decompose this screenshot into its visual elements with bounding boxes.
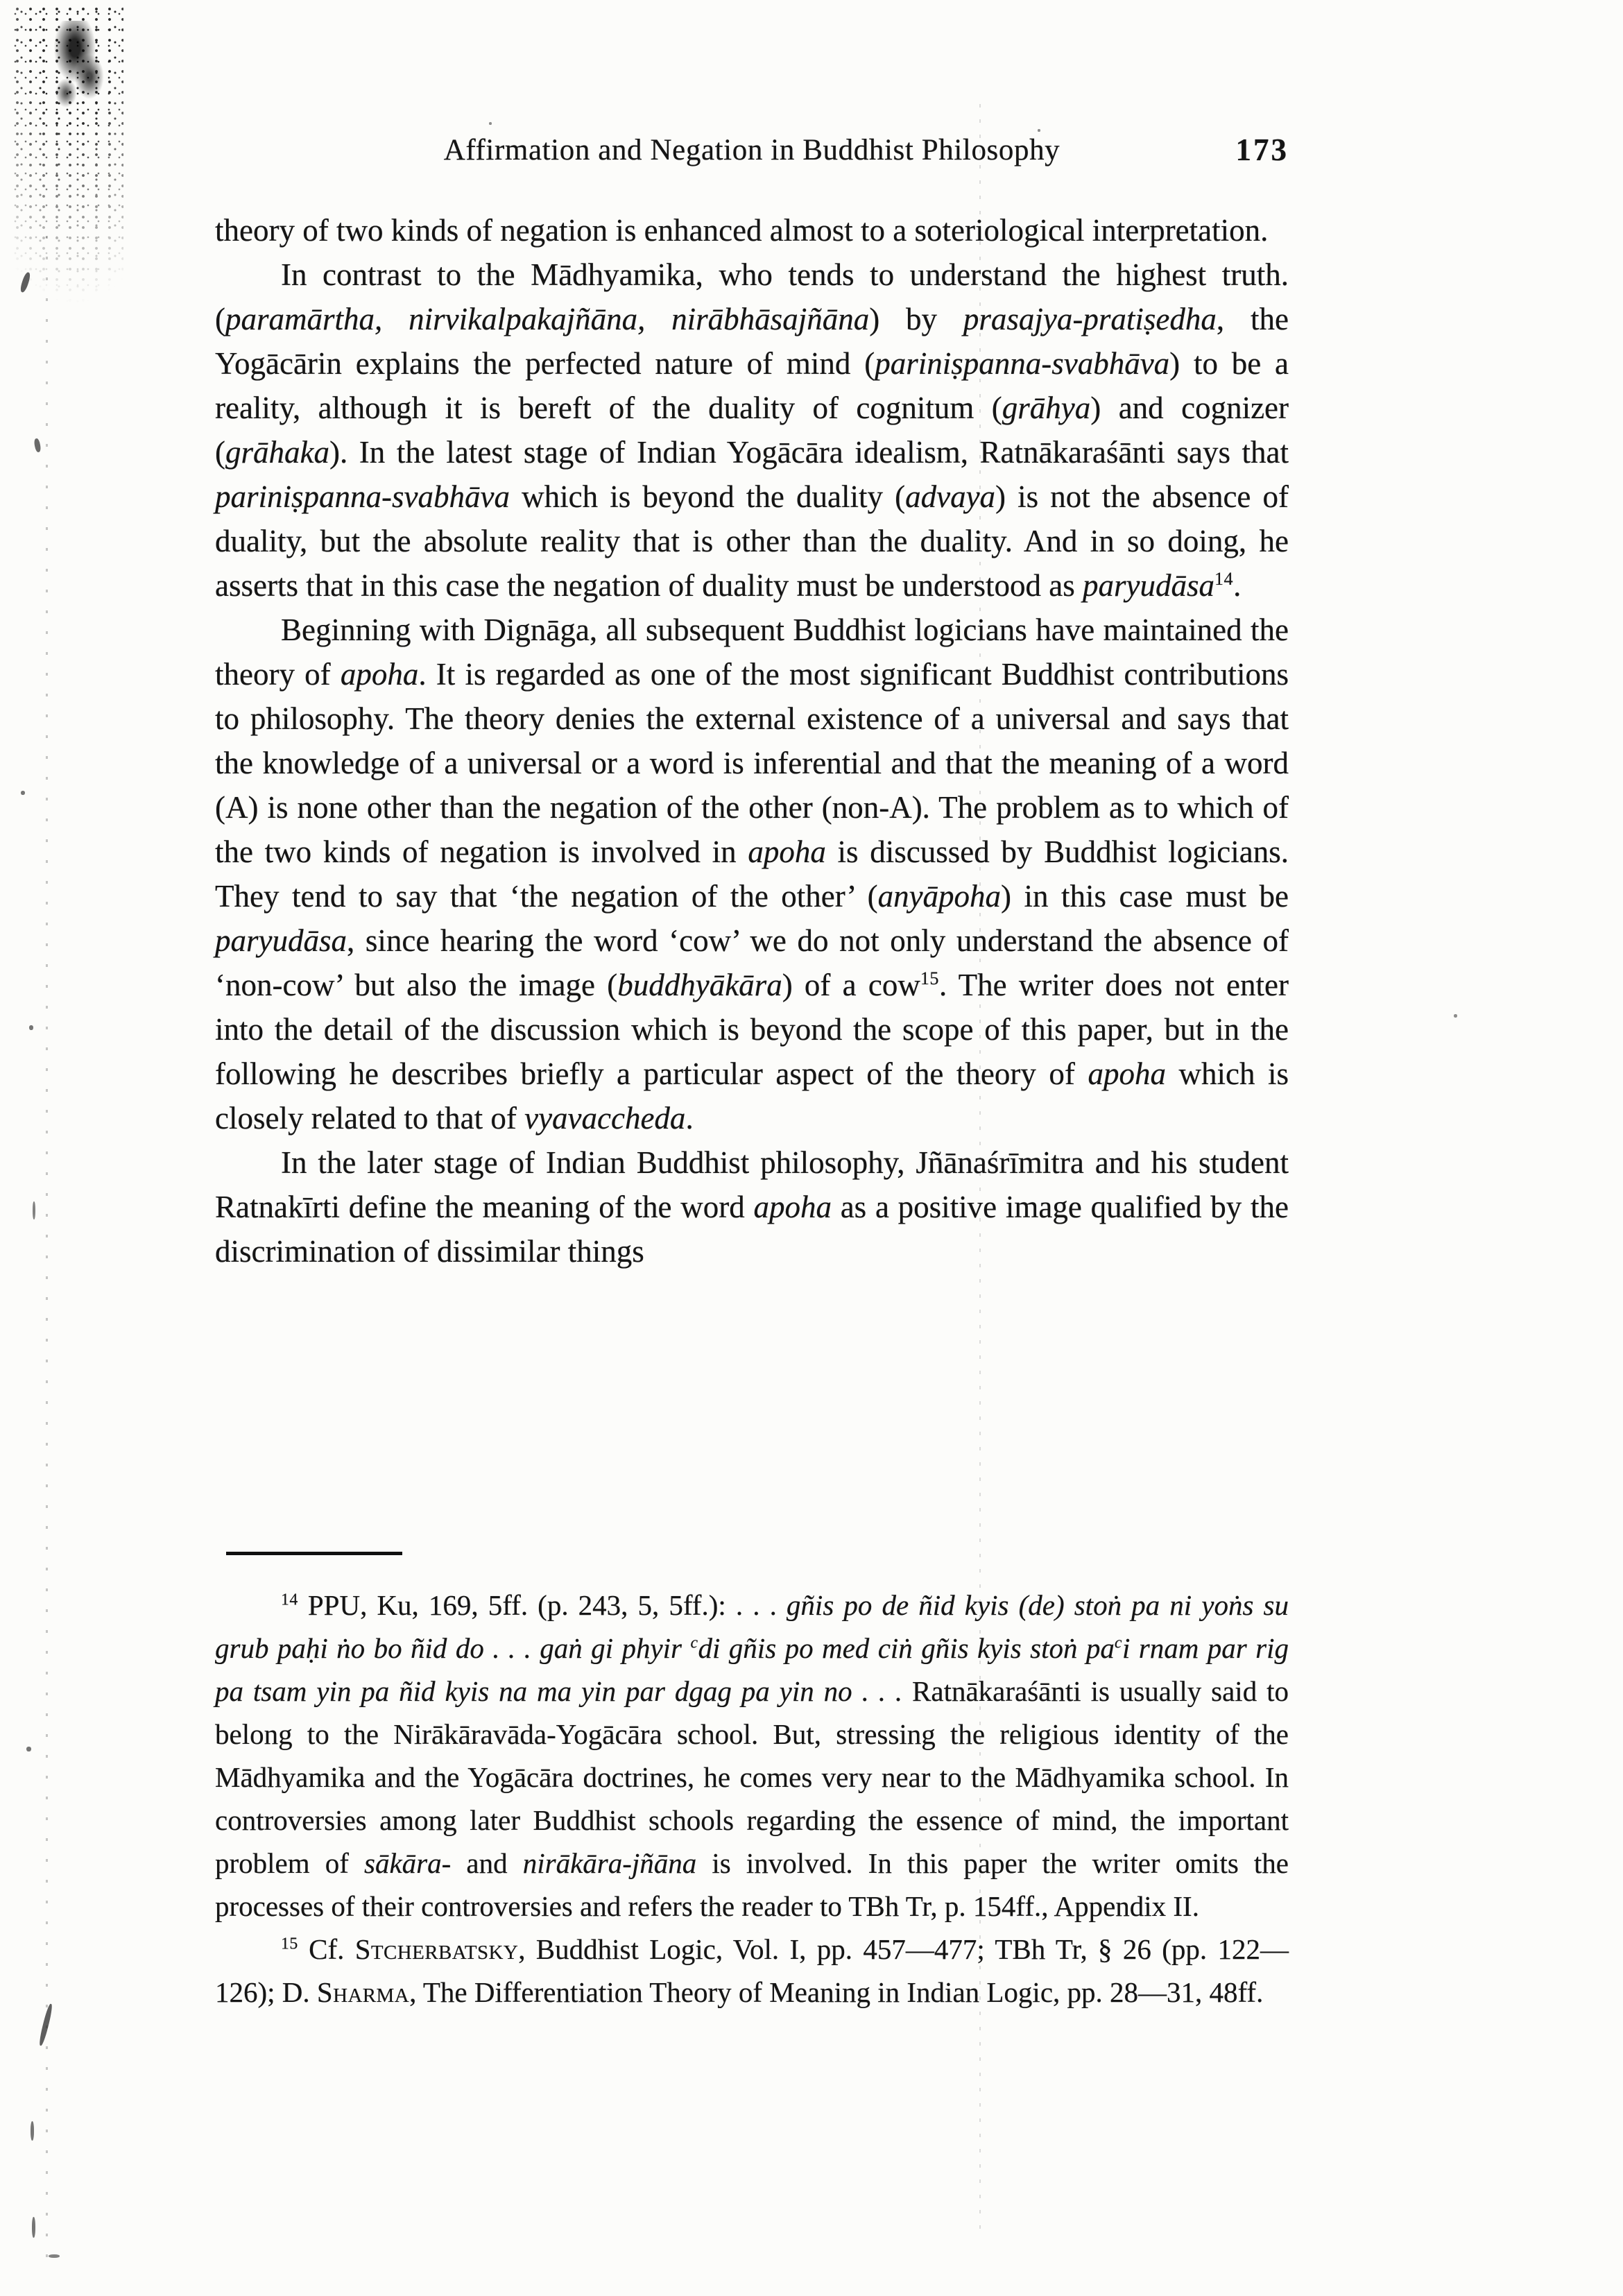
ink-speck xyxy=(33,438,41,452)
ink-speck xyxy=(29,1025,33,1030)
ink-speck xyxy=(1454,1014,1457,1018)
ink-speck xyxy=(32,2217,35,2238)
body-paragraph-apoha: Beginning with Dignāga, all subsequent Buddhist logicians have maintained the theory of apoha. It is regarded as one of the most significant Buddhist contributions to philosophy. The theory denies the external existence of a universal and says that the knowledge of a universal or a word is inferential and that the meaning of a word (A) is none other than the negation of the other (non-A). The problem as to which of the two kinds of negation is involved in apoha is discussed by Buddhist logicians. They tend to say that ‘the negation of the other’ (anyāpoha) in this case must be paryudāsa, since hearing the word ‘cow’ we do not only understand the absence of ‘non-cow’ but also the image (buddhyākāra) of a cow$^{15}$. The writer does not enter into the detail of the discussion which is beyond the scope of this paper, but in the following he describes briefly a particular aspect of the theory of apoha which is closely related to that of vyavaccheda. xyxy=(215,612,1289,1136)
scan-noise-dots xyxy=(12,6,123,380)
running-head xyxy=(215,133,1289,175)
running-head-title: Affirmation and Negation in Buddhist Philosophy xyxy=(443,134,1060,166)
ink-speck xyxy=(33,1201,35,1219)
ink-speck xyxy=(489,122,492,125)
body-paragraph-madhyamika: In contrast to the Mādhyamika, who tends to understand the highest truth. (paramārtha, nirvikalpakajñāna, nirābhāsajñāna) by prasajya-pratiṣedha, the Yogācārin explains the perfected nature of mind (pariniṣpanna-svabhāva) to be a reality, although it is bereft of the duality of cognitum (grāhya) and cognizer (grāhaka). In the latest stage of Indian Yogācāra idealism, Ratnākaraśānti says that pariniṣpanna-svabhāva which is beyond the duality (advaya) is not the absence of duality, but the absolute reality that is other than the duality. And in so doing, he asserts that in this case the negation of duality must be understood as paryudāsa$^{14}$. xyxy=(215,257,1289,603)
page-number: 173 xyxy=(1235,132,1289,167)
footnote-15: $^{15}$ Cf. Stcherbatsky, Buddhist Logic, Vol. I, pp. 457—477; TBh Tr, § 26 (pp. 122—126); D. Sharma, The Differentiation Theory of Meaning in Indian Logic, pp. 28—31, 48ff. xyxy=(215,1933,1289,2008)
footnotes-block xyxy=(215,1584,1289,2014)
ink-blotch xyxy=(49,21,107,111)
footnote-separator xyxy=(226,1552,402,1555)
ink-speck xyxy=(21,791,25,795)
body-paragraph-jnanasrimitra: In the later stage of Indian Buddhist philosophy, Jñānaśrīmitra and his student Ratnakīrti define the meaning of the word apoha as a positive image qualified by the discrimination of dissimilar things xyxy=(215,1145,1289,1269)
footnote-14: $^{14}$ PPU, Ku, 169, 5ff. (p. 243, 5, 5ff.): . . . gñis po de ñid kyis (de) stoṅ pa ni yoṅs su grub paḥi ṅo bo ñid do . . . gaṅ gi phyir $^c$di gñis po med ciṅ gñis kyis stoṅ $pa^ci$ rnam par rig pa tsam yin pa ñid kyis na ma yin par dgag pa yin no . . . Ratnākaraśānti is usually said to belong to the Nirākāravāda-Yogācāra school. But, stressing the religious identity of the Mādhyamika and the Yogācāra doctrines, he comes very near to the Mādhyamika school. In controversies among later Buddhist schools regarding the essence of mind, the important problem of sākāra- and nirākāra-jñāna is involved. In this paper the writer omits the processes of their controversies and refers the reader to TBh Tr, p. 154ff., Appendix II. xyxy=(215,1589,1289,1922)
ink-speck xyxy=(31,2121,34,2141)
ink-speck xyxy=(19,271,32,293)
scan-noise-artifact xyxy=(12,6,123,380)
binding-margin-artifact xyxy=(46,236,48,2275)
ink-speck xyxy=(1038,129,1040,132)
body-paragraph-continuation: theory of two kinds of negation is enhanced almost to a soteriological interpretation. xyxy=(215,213,1269,248)
ink-speck xyxy=(49,2254,60,2258)
ink-speck xyxy=(26,1747,31,1751)
article-body xyxy=(215,208,1289,1274)
